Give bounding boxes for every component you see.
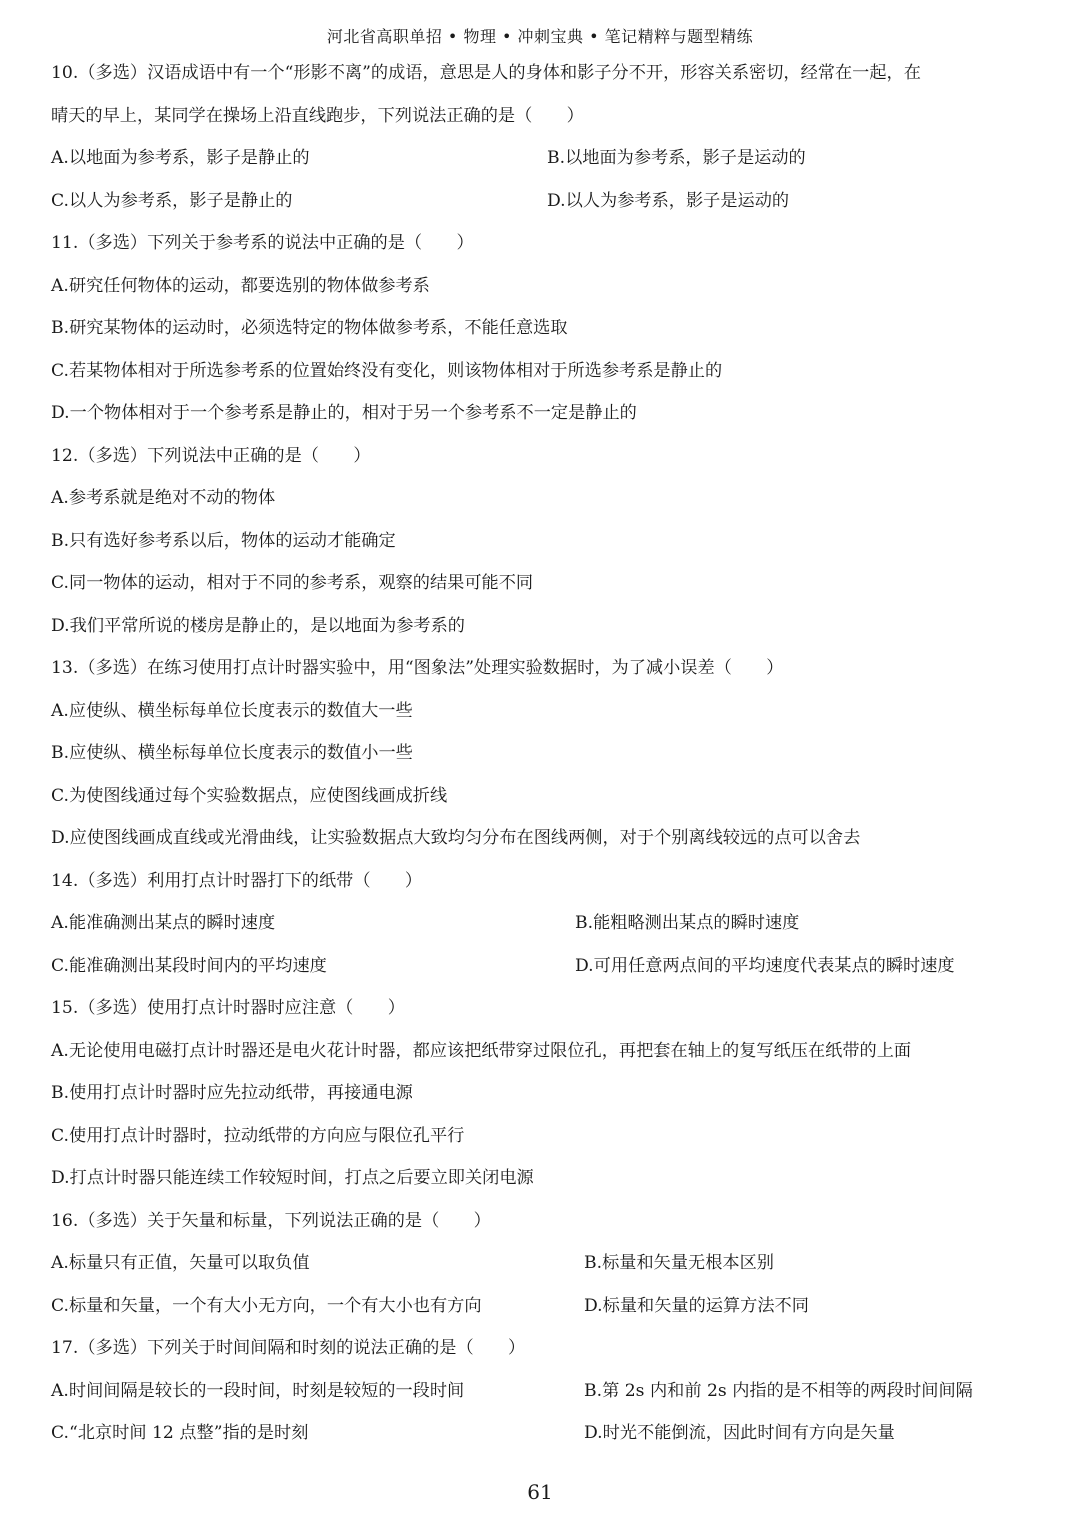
q13-option-a: A.应使纵、横坐标每单位长度表示的数值大一些 — [51, 700, 413, 721]
q16-options-row1 — [51, 1242, 1041, 1285]
q14-option-c: C.能准确测出某段时间内的平均速度 — [51, 955, 327, 976]
q13-option-b: B.应使纵、横坐标每单位长度表示的数值小一些 — [51, 743, 413, 763]
q11-option-b: B.研究某物体的运动时，必须选特定的物体做参考系，不能任意选取 — [51, 318, 568, 338]
q10-option-b: B.以地面为参考系，影子是运动的 — [547, 148, 806, 168]
q15-option-d: D.打点计时器只能连续工作较短时间，打点之后要立即关闭电源 — [51, 1168, 534, 1188]
q10-option-d: D.以人为参考系，影子是运动的 — [547, 190, 790, 211]
q17-stem: 17.（多选）下列关于时间间隔和时刻的说法正确的是（ ） — [51, 1338, 526, 1358]
q17-option-a: A.时间间隔是较长的一段时间，时刻是较短的一段时间 — [51, 1380, 465, 1401]
q14-stem: 14.（多选）利用打点计时器打下的纸带（ ） — [51, 870, 423, 891]
q12-option-a: A.参考系就是绝对不动的物体 — [51, 488, 276, 508]
question-list — [51, 52, 1041, 1455]
q15-option-b: B.使用打点计时器时应先拉动纸带，再接通电源 — [51, 1083, 413, 1103]
q17-options-row1 — [51, 1370, 1041, 1413]
q14-option-b: B.能粗略测出某点的瞬时速度 — [575, 913, 800, 933]
q13-stem: 13.（多选）在练习使用打点计时器实验中，用“图象法”处理实验数据时，为了减小误差（ ） — [51, 658, 784, 678]
q10-options-row2 — [51, 180, 1041, 223]
q10-option-a: A.以地面为参考系，影子是静止的 — [51, 148, 310, 168]
q12-option-c: C.同一物体的运动，相对于不同的参考系，观察的结果可能不同 — [51, 573, 534, 593]
q16-option-d: D.标量和矢量的运算方法不同 — [584, 1295, 809, 1316]
q12-option-d: D.我们平常所说的楼房是静止的，是以地面为参考系的 — [51, 615, 465, 636]
q12-stem: 12.（多选）下列说法中正确的是（ ） — [51, 445, 371, 466]
q15-stem: 15.（多选）使用打点计时器时应注意（ ） — [51, 998, 405, 1018]
q11-option-c: C.若某物体相对于所选参考系的位置始终没有变化，则该物体相对于所选参考系是静止的 — [51, 360, 723, 381]
q16-stem: 16.（多选）关于矢量和标量，下列说法正确的是（ ） — [51, 1210, 491, 1231]
q15-option-c: C.使用打点计时器时，拉动纸带的方向应与限位孔平行 — [51, 1125, 465, 1146]
q17-option-d: D.时光不能倒流，因此时间有方向是矢量 — [584, 1423, 895, 1443]
q17-options-row2 — [51, 1412, 1041, 1455]
q16-option-c: C.标量和矢量，一个有大小无方向，一个有大小也有方向 — [51, 1295, 482, 1316]
q10-stem-line2: 晴天的早上，某同学在操场上沿直线跑步，下列说法正确的是（ ） — [51, 105, 584, 126]
q10-options-row1 — [51, 137, 1041, 180]
q16-options-row2 — [51, 1285, 1041, 1328]
q11-option-d: D.一个物体相对于一个参考系是静止的，相对于另一个参考系不一定是静止的 — [51, 403, 637, 423]
q11-stem: 11.（多选）下列关于参考系的说法中正确的是（ ） — [51, 233, 474, 253]
q12-option-b: B.只有选好参考系以后，物体的运动才能确定 — [51, 530, 396, 551]
q15-option-a: A.无论使用电磁打点计时器还是电火花计时器，都应该把纸带穿过限位孔，再把套在轴上的复写纸压在纸带的上面 — [51, 1040, 912, 1061]
q11-option-a: A.研究任何物体的运动，都要选别的物体做参考系 — [51, 275, 430, 296]
q17-option-c: C.“北京时间 12 点整”指的是时刻 — [51, 1423, 309, 1443]
page-number: 61 — [527, 1480, 553, 1504]
q16-option-a: A.标量只有正值，矢量可以取负值 — [51, 1253, 310, 1273]
q14-option-d: D.可用任意两点间的平均速度代表某点的瞬时速度 — [575, 955, 955, 976]
q10-stem-line1: 10.（多选）汉语成语中有一个“形影不离”的成语，意思是人的身体和影子分不开，形容关系密切，经常在一起，在 — [51, 63, 921, 83]
q17-option-b: B.第 2s 内和前 2s 内指的是不相等的两段时间间隔 — [584, 1380, 973, 1401]
q13-option-c: C.为使图线通过每个实验数据点，应使图线画成折线 — [51, 785, 448, 806]
q13-option-d: D.应使图线画成直线或光滑曲线，让实验数据点大致均匀分布在图线两侧，对于个别离线较远的点可以舍去 — [51, 828, 861, 848]
q14-options-row1 — [51, 902, 1041, 945]
q14-options-row2 — [51, 945, 1041, 988]
q10-option-c: C.以人为参考系，影子是静止的 — [51, 190, 293, 211]
q16-option-b: B.标量和矢量无根本区别 — [584, 1253, 774, 1273]
q14-option-a: A.能准确测出某点的瞬时速度 — [51, 913, 276, 933]
page-header: 河北省高职单招 • 物理 • 冲刺宝典 • 笔记精粹与题型精练 — [326, 27, 754, 46]
